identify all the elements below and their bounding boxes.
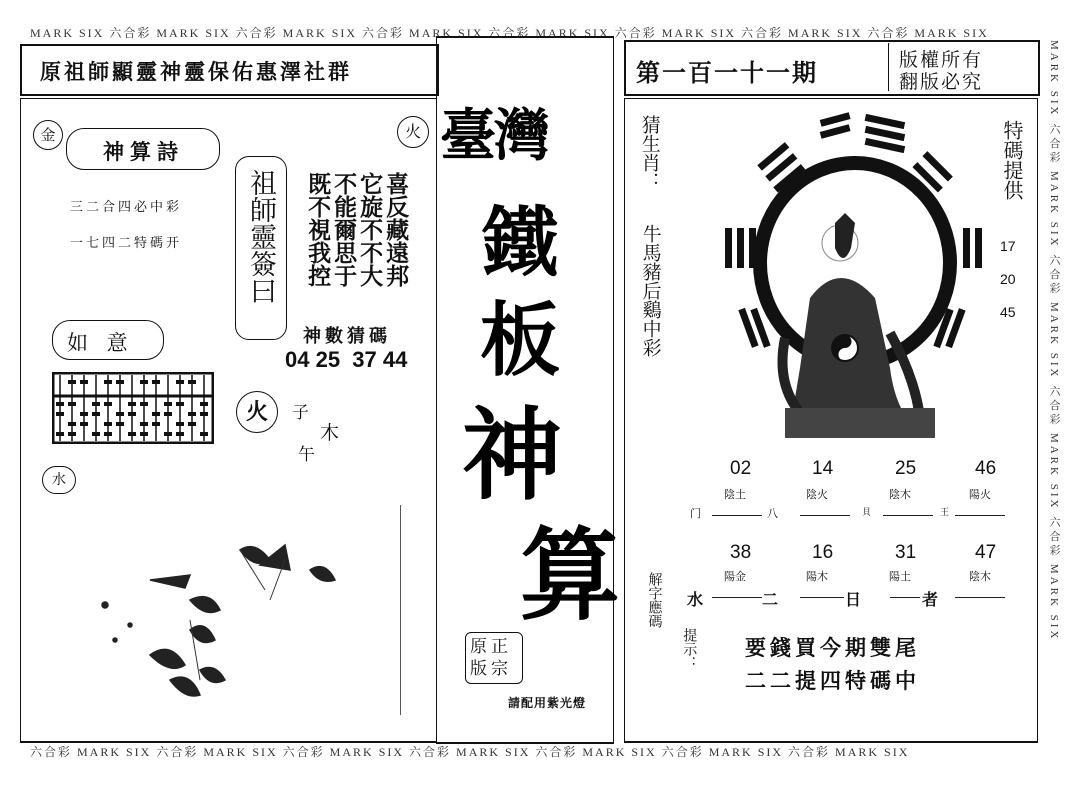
top-border-text: MARK SIX 六合彩 MARK SIX 六合彩 MARK SIX 六合彩 MARK SIX 六合彩 MARK SIX 六合彩 MARK SIX 六合彩 MARK SIX 六合彩 MARK SIX: [30, 26, 989, 40]
title-char-ban: 板: [480, 293, 560, 387]
water-badge: 水: [42, 466, 76, 494]
row2-mark-2: 二: [762, 590, 779, 609]
ruyi-text: 如 意: [67, 331, 134, 355]
guess-numbers: 04 25 37 44: [285, 347, 408, 372]
row2-line-4: [955, 597, 1005, 598]
poem-title-box: [66, 128, 220, 170]
tip-line-2: 二二提四特碼中: [745, 668, 920, 693]
gold-badge: 金: [33, 120, 63, 150]
right-border-text: MARK SIX 六合彩 MARK SIX 六合彩 MARK SIX 六合彩 MARK SIX 六合彩 MARK SIX: [1048, 40, 1060, 642]
ancestor-box: [235, 156, 287, 340]
issue-number: 第一百一十一期: [636, 58, 818, 87]
uv-light-note: 請配用紫光燈: [508, 696, 587, 710]
row1-mark-4: 王: [940, 508, 950, 518]
row1-number-4: 46: [975, 458, 997, 479]
row2-mark-4: 者: [922, 590, 939, 609]
ruyi-box: [52, 320, 164, 360]
zi-char: 子: [292, 403, 309, 423]
row2-mark-1: 水: [687, 590, 704, 609]
title-char-shen: 神: [462, 396, 562, 514]
poem-col-3: 不能爾思于: [330, 172, 358, 287]
row2-line-3: [890, 597, 920, 598]
poem-col-1: 喜反藏遠邦: [382, 172, 410, 287]
row1-line-3: [883, 515, 933, 516]
row1-attribute-2: 陰火: [806, 488, 828, 501]
zodiac-text: 牛馬豬后鷄中彩: [639, 224, 662, 357]
row2-number-4: 47: [975, 542, 997, 563]
row1-mark-2: 八: [767, 507, 778, 520]
zodiac-label: 猜生肖：: [638, 115, 661, 191]
row2-attribute-2: 陽木: [806, 570, 828, 583]
guess-label: 神數猜碼: [303, 326, 391, 347]
poem-title: 神算詩: [103, 139, 184, 164]
row2-number-2: 16: [812, 542, 834, 563]
copyright-box: [888, 43, 1037, 91]
row1-attribute-1: 陰土: [724, 488, 746, 501]
special-number-3: 45: [1000, 304, 1016, 320]
hint-line-1: 三二合四必中彩: [70, 200, 183, 215]
authentic-seal: [465, 632, 523, 684]
special-number-1: 17: [1000, 238, 1016, 254]
bagua-deity-image: [715, 108, 995, 448]
row2-number-3: 31: [895, 542, 917, 563]
poem-col-2: 它旋不不大: [356, 172, 384, 287]
mu-char: 木: [320, 422, 340, 444]
row1-number-2: 14: [812, 458, 834, 479]
row2-attribute-3: 陽土: [889, 570, 911, 583]
row2-attribute-1: 陽金: [724, 570, 746, 583]
row1-attribute-3: 陰木: [889, 488, 911, 501]
row1-line-4: [955, 515, 1005, 516]
row2-mark-3: 日: [845, 590, 862, 609]
jie-label: 解字應碼: [646, 572, 663, 628]
title-char-suan: 算: [520, 516, 620, 634]
wu-char: 午: [298, 445, 315, 465]
bottom-border-text: 六合彩 MARK SIX 六合彩 MARK SIX 六合彩 MARK SIX 六合彩 MARK SIX 六合彩 MARK SIX 六合彩 MARK SIX 六合彩 MARK SIX: [30, 745, 910, 759]
left-header-text: 原祖師顯靈神靈保佑惠澤社群: [40, 59, 352, 84]
poem-col-4: 既不視我控: [304, 172, 332, 287]
left-header-box: [20, 44, 439, 96]
title-char-tie: 鐵: [482, 198, 558, 287]
right-header-box: [624, 40, 1040, 96]
row1-mark-3: 貝: [862, 508, 872, 518]
row2-line-1: [712, 597, 762, 598]
row1-number-1: 02: [730, 458, 752, 479]
fire-badge-top: 火: [397, 116, 429, 148]
row1-attribute-4: 陽火: [969, 488, 991, 501]
hint-line-2: 一七四二特碼开: [70, 236, 183, 251]
copyright-line-2: 翻版必究: [899, 71, 984, 93]
fire-circle: 火: [236, 391, 278, 433]
row1-number-3: 25: [895, 458, 917, 479]
row1-line-1: [712, 515, 762, 516]
left-divider-line: [400, 505, 401, 715]
row2-number-1: 38: [730, 542, 752, 563]
tip-label: 提示：: [681, 628, 698, 670]
taiwan-title: 臺灣: [440, 103, 548, 169]
row1-line-2: [800, 515, 850, 516]
tip-line-1: 要錢買今期雙尾: [745, 635, 920, 660]
row1-mark-1: 门: [690, 507, 701, 520]
row2-attribute-4: 陰木: [969, 570, 991, 583]
copyright-line-1: 版權所有: [899, 49, 984, 71]
plant-sketch: [90, 530, 350, 720]
special-title: 特碼提供: [1000, 120, 1024, 200]
authentic-seal-text: 原正版宗: [470, 637, 512, 679]
special-number-2: 20: [1000, 271, 1016, 287]
abacus-image: [52, 372, 214, 444]
ancestor-text: 祖師靈簽曰: [245, 169, 277, 304]
row2-line-2: [800, 597, 844, 598]
